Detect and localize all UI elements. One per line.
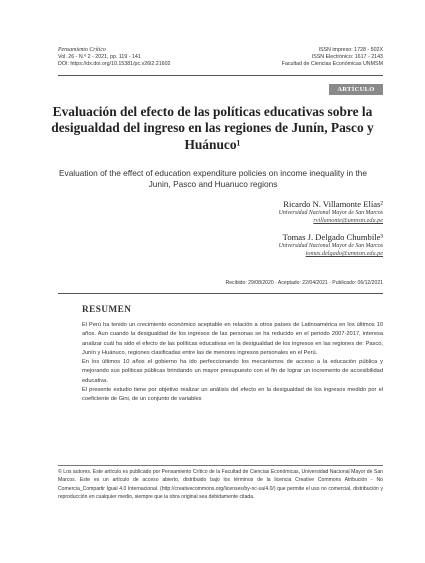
dates-rule (58, 293, 383, 294)
article-type-badge: ARTÍCULO (329, 84, 383, 95)
author-entry (163, 199, 383, 225)
abstract-paragraph: El Perú ha tenido un crecimiento económico aceptable en relación a otros países de Latinoamérica en los últimos 10 años. Aun cuando la desigualdad de los ingresos de las personas se ha reducido en el periodo 2007-2017, interesa analizar cuál ha sido el efecto de las políticas educativas en la desigualdad de los ingresos en las regiones de: Pasco, Junín y Huánuco, regiones clasificadas entre las de menores ingresos personales en el Perú. (82, 322, 383, 356)
faculty-name: Facultad de Ciencias Económicas UNMSM (281, 61, 383, 67)
abstract-paragraph: El presente estudio tiene por objetivo realizar un análisis del efecto en la desigualdad de los ingresos medido por el coeficiente de Gini, de un conjunto de variables (82, 387, 383, 403)
author-name: Tomas J. Delgado Chumbile³ (282, 232, 383, 242)
article-title: Evaluación del efecto de las políticas educativas sobre la desigualdad del ingreso en las regiones de Junín, Pasco y Huánuco¹ (51, 104, 374, 152)
author-email[interactable]: rvillamonte@unmsm.edu.pe (313, 217, 383, 224)
author-entry (163, 232, 383, 258)
journal-volume: Vol. 26 - N.º 2 - 2021, pp. 119 - 141 (58, 54, 141, 60)
publication-dates: Recibido: 29/08/2020 · Aceptado: 22/04/2021 · Publicado: 06/12/2021 (225, 280, 383, 286)
footnote-rule (58, 465, 383, 466)
author-email[interactable]: tomas.delgado@unmsm.edu.pe (305, 250, 383, 257)
abstract-body (82, 321, 383, 405)
header-right (233, 47, 383, 68)
author-affiliation: Universidad Nacional Mayor de San Marcos (278, 243, 383, 249)
header-rule (58, 75, 383, 76)
abstract-heading: RESUMEN (82, 304, 132, 314)
header-left (58, 47, 171, 68)
doi-link[interactable]: DOI: https://dx.doi.org/10.15381/pc.v26i2.21602 (58, 61, 171, 67)
author-affiliation: Universidad Nacional Mayor de San Marcos (278, 210, 383, 216)
issn-online: ISSN Electrónico: 1617 - 2143 (311, 54, 383, 60)
journal-name: Pensamiento Crítico (58, 47, 106, 53)
author-block (163, 199, 383, 258)
abstract-paragraph: En los últimos 10 años el gobierno ha ido perfeccionando los mecanismos de acceso a la educación pública y mejorando sus políticas públicas brindando un mayor presupuesto con el fin de lograr un incremento de accesibilidad educativa. (82, 359, 383, 384)
article-subtitle: Evaluation of the effect of education expenditure policies on income inequality in the Junin, Pasco and Huanuco regions (59, 168, 367, 189)
license-footnote: © Los autores. Este artículo es publicado por Pensamiento Crítico de la Facultad de Ciencias Económicas, Universidad Nacional Mayor de San Marcos. Este es un artículo de acceso abierto, distribuido bajo los términos de la licencia Creative Commons Atribución - No Comercia_Compartir Igual 4.0 Internacional. (http://creativecommons.org/licenses/by-nc-sa/4.0/) que permite el uso no comercial, distribución y reproducción en cualquier medio, siempre que la obra original sea debidamente citada. (58, 469, 383, 500)
issn-print: ISSN impreso: 1728 - 502X (318, 47, 383, 53)
author-name: Ricardo N. Villamonte Elías² (283, 199, 383, 209)
